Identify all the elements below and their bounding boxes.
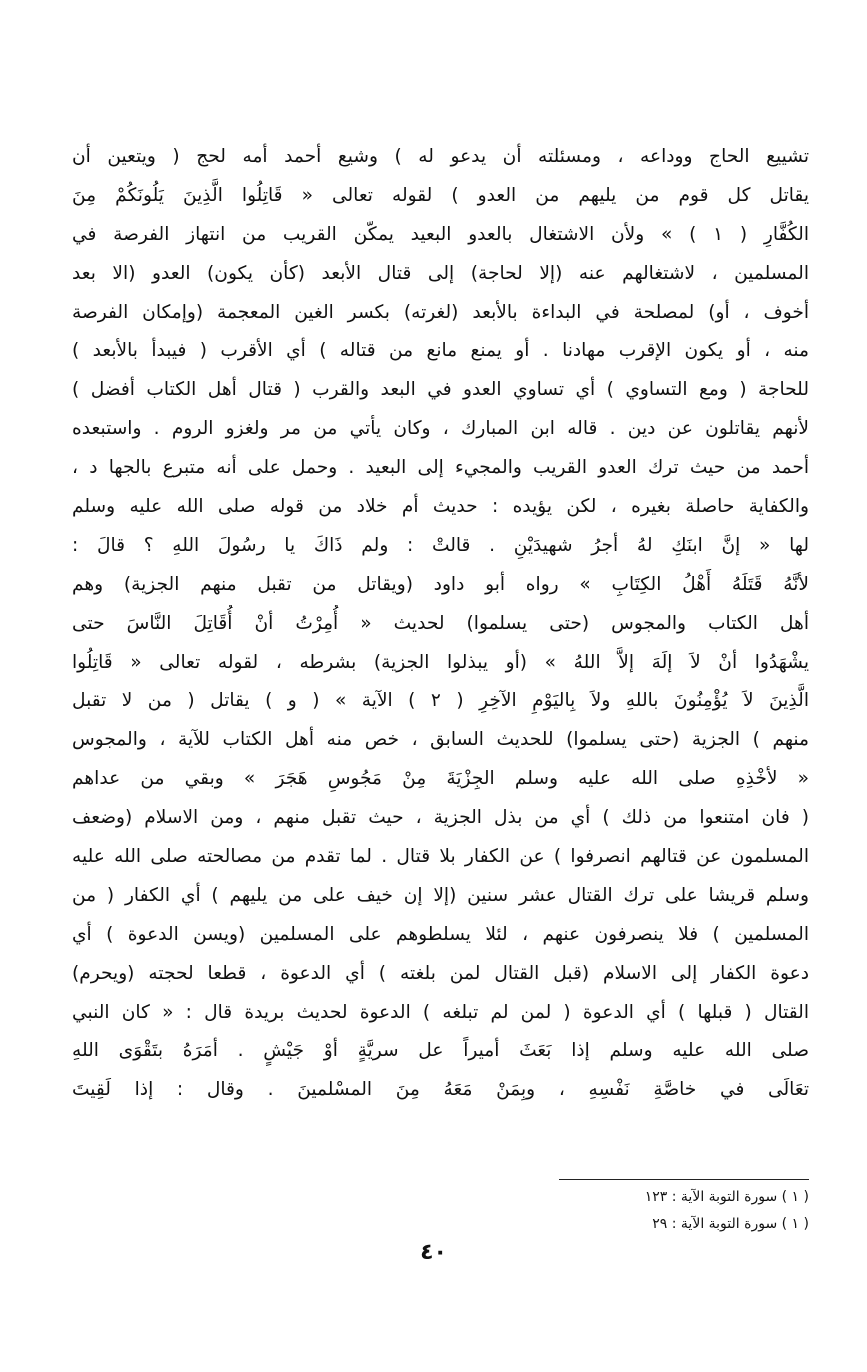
footnote: ( ١ ) سورة التوبة الآية : ٢٩ — [652, 1216, 809, 1232]
text-line: أهل الكتاب والمجوس (حتى يسلموا) لحديث « أُمِرْتُ أنْ أُقَاتِلَ النَّاسَ حتى — [72, 612, 809, 634]
text-line: للحاجة ( ومع التساوي ) أي تساوي العدو في البعد والقرب ( قتال أهل الكتاب أفضل ) — [72, 379, 809, 401]
text-line: تشييع الحاج ووداعه ، ومسئلته أن يدعو له ) وشيع أحمد أمه لحج ( ويتعين أن — [72, 146, 809, 167]
text-line: المسلمين ، لاشتغالهم عنه (إلا لحاجة) إلى قتال الأبعد (كأن يكون) العدو (الا بعد — [72, 262, 809, 284]
text-line: دعوة الكفار إلى الاسلام (قبل القتال لمن بلغته ) أي الدعوة ، قطعا لحجته (ويحرم) — [72, 962, 809, 984]
text-line: المسلمين ) فلا ينصرفون عنهم ، لئلا يسلطوهم على المسلمين (ويسن الدعوة ) أي — [72, 923, 809, 945]
text-line: لأنهم يقاتلون عن دين . قاله ابن المبارك ، وكان يأتي من مر ولغزو الروم . واستبعده — [72, 418, 809, 440]
text-line: الكُفَّارِ ( ١ ) » ولأن الاشتغال بالعدو البعيد يمكّن القريب من انتهاز الفرصة في — [72, 223, 809, 245]
footnotes — [389, 1184, 809, 1238]
page-number: ٤٠ — [420, 1240, 447, 1265]
text-line: « لأخْذِهِ صلى الله عليه وسلم الجِزْيَةَ مِنْ مَجُوسِ هَجَرَ » وبقي من عداهم — [72, 768, 809, 790]
text-line: تعَالَى في خاصَّةِ نَفْسِهِ ، وبِمَنْ مَعَهُ مِنَ المسْلمينَ . وقال : إذا لَقِيتَ — [72, 1079, 809, 1101]
text-line: صلى الله عليه وسلم إذا بَعَثَ أميراً عل سريَّةٍ أوْ جَيْشٍ . أمَرَهُ بتَقْوَى اللهِ — [72, 1040, 809, 1062]
text-line: يقاتل كل قوم من يليهم من العدو ) لقوله تعالى « قَاتِلُوا الَّذِينَ يَلُونَكُمْ مِنَ — [72, 184, 809, 206]
footnote: ( ١ ) سورة التوبة الآية : ١٢٣ — [644, 1189, 809, 1205]
text-line: لها « إنَّ ابنَكِ لهُ أجرُ شهيدَيْنِ . قالتْ : ولم ذَاكَ يا رسُولَ اللهِ ؟ قالَ : — [72, 534, 809, 556]
text-line: منهم ) الجزية (حتى يسلموا) للحديث السابق ، خص منه أهل الكتاب للآية ، والمجوس — [72, 729, 809, 751]
footnote-divider — [559, 1179, 809, 1180]
text-line: يشْهَدُوا أنْ لاَ إلَهَ إلاَّ اللهُ » (أو يبذلوا الجزية) بشرطه ، لقوله تعالى « قَاتِلُوا — [72, 651, 809, 673]
text-line: أحمد من حيث ترك العدو القريب والمجيء إلى البعيد . وحمل على أنه متبرع بالجها د ، — [72, 457, 809, 479]
text-line: منه ، أو يكون الإقرب مهادنا . أو يمنع مانع من قتاله ) أي الأقرب ( فيبدأ بالأبعد ) — [72, 340, 809, 362]
text-line: المسلمون عن قتالهم انصرفوا ) عن الكفار بلا قتال . لما تقدم من مصالحته صلى الله عليه — [72, 846, 809, 868]
text-line: والكفاية حاصلة بغيره ، لكن يؤيده : حديث أم خلاد من قوله صلى الله عليه وسلم — [72, 496, 809, 518]
text-line: ( فان امتنعوا من ذلك ) أي من بذل الجزية ، حيث تقبل منهم ، ومن الاسلام (وضعف — [72, 807, 809, 829]
main-text-block — [72, 138, 809, 1110]
text-line: لأنَّهُ قَتَلَهُ أَهْلُ الكِتَابِ » رواه أبو داود (ويقاتل من تقبل منهم الجزية) وهم — [72, 573, 809, 595]
text-line: وسلم قريشا على ترك القتال عشر سنين (إلا إن خيف على من يليهم ) أي الكفار ( من — [72, 884, 809, 906]
text-line: القتال ( قبلها ) أي الدعوة ( لمن لم تبلغه ) الدعوة لحديث بريدة قال : « كان النبي — [72, 1001, 809, 1023]
text-line: الَّذِينَ لاَ يُؤْمِنُونَ باللهِ ولاَ بِاليَوْمِ الآخِرِ ( ٢ ) الآية » ( و ) يقاتل ( من لا تقبل — [72, 690, 809, 712]
text-line: أخوف ، أو) لمصلحة في البداءة بالأبعد (لغرته) بكسر الغين المعجمة (وإمكان الفرصة — [72, 301, 809, 323]
